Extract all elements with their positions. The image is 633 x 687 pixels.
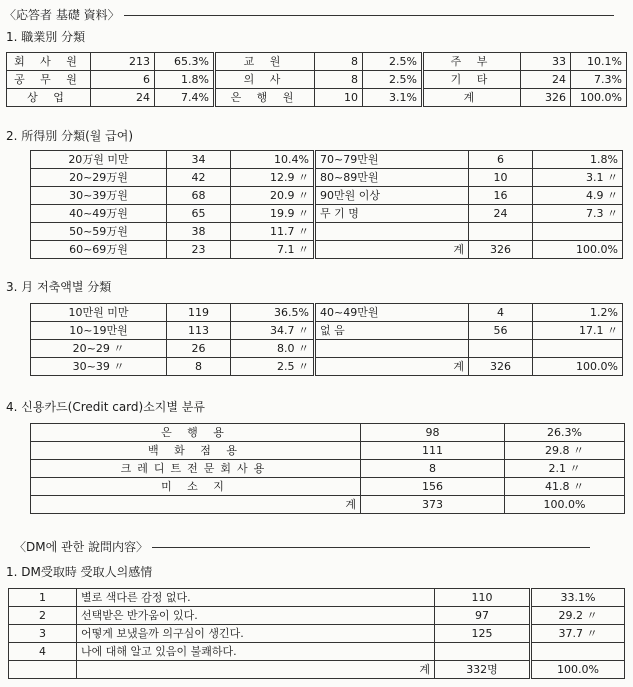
feeling-label: 계 bbox=[77, 661, 435, 679]
count-cell: 24 bbox=[469, 205, 533, 223]
percent-cell: 1.2% bbox=[533, 304, 623, 322]
count-cell: 97 bbox=[435, 607, 531, 625]
t1-title: 1. 職業別 分類 bbox=[6, 30, 86, 44]
percent-cell: 100.0% bbox=[533, 358, 623, 376]
range-label bbox=[315, 340, 469, 358]
range-label: 없 음 bbox=[315, 322, 469, 340]
percent-cell: 100.0% bbox=[505, 496, 625, 514]
occupation-label: 교 원 bbox=[215, 53, 315, 71]
count-cell: 111 bbox=[361, 442, 505, 460]
card-type-label: 백 화 점 용 bbox=[31, 442, 361, 460]
table-row bbox=[31, 322, 623, 340]
percent-cell: 2.5% bbox=[363, 71, 423, 89]
percent-cell: 17.1 〃 bbox=[533, 322, 623, 340]
range-label: 50~59万원 bbox=[31, 223, 167, 241]
percent-cell: 1.8% bbox=[155, 71, 215, 89]
percent-cell: 3.1 〃 bbox=[533, 169, 623, 187]
table-row bbox=[31, 442, 625, 460]
item-number: 4 bbox=[9, 643, 77, 661]
table-row bbox=[31, 241, 623, 259]
percent-cell: 100.0% bbox=[531, 661, 625, 679]
table-row bbox=[9, 607, 625, 625]
count-cell: 110 bbox=[435, 589, 531, 607]
feeling-label: 별로 색다른 감정 없다. bbox=[77, 589, 435, 607]
percent-cell bbox=[533, 340, 623, 358]
dm-feelings-table bbox=[8, 588, 625, 679]
range-label: 90만원 이상 bbox=[315, 187, 469, 205]
table-row bbox=[31, 460, 625, 478]
income-table bbox=[30, 150, 623, 259]
percent-cell: 2.5% bbox=[363, 53, 423, 71]
count-cell: 42 bbox=[167, 169, 231, 187]
count-cell: 213 bbox=[91, 53, 155, 71]
section-header-respondent-data bbox=[4, 6, 614, 23]
count-cell: 98 bbox=[361, 424, 505, 442]
percent-cell: 4.9 〃 bbox=[533, 187, 623, 205]
table-row bbox=[31, 169, 623, 187]
feeling-label: 어떻게 보냈을까 의구심이 생긴다. bbox=[77, 625, 435, 643]
range-label: 20~29万원 bbox=[31, 169, 167, 187]
table-row bbox=[9, 589, 625, 607]
percent-cell bbox=[533, 223, 623, 241]
percent-cell: 1.8% bbox=[533, 151, 623, 169]
table-row bbox=[31, 187, 623, 205]
percent-cell: 2.5 〃 bbox=[231, 358, 315, 376]
percent-cell: 8.0 〃 bbox=[231, 340, 315, 358]
percent-cell: 36.5% bbox=[231, 304, 315, 322]
percent-cell: 20.9 〃 bbox=[231, 187, 315, 205]
table-row bbox=[31, 424, 625, 442]
percent-cell: 10.1% bbox=[571, 53, 627, 71]
section-header-dm-questions bbox=[14, 538, 590, 555]
table-row bbox=[31, 205, 623, 223]
count-cell: 16 bbox=[469, 187, 533, 205]
table-row bbox=[31, 304, 623, 322]
count-cell: 26 bbox=[167, 340, 231, 358]
t4-title: 4. 신용카드(Credit card)소지별 분류 bbox=[6, 400, 205, 414]
count-cell: 332명 bbox=[435, 661, 531, 679]
count-cell: 33 bbox=[521, 53, 571, 71]
count-cell: 119 bbox=[167, 304, 231, 322]
card-type-label: 계 bbox=[31, 496, 361, 514]
percent-cell bbox=[531, 643, 625, 661]
percent-cell: 33.1% bbox=[531, 589, 625, 607]
range-label: 20万원 미만 bbox=[31, 151, 167, 169]
count-cell: 8 bbox=[315, 53, 363, 71]
count-cell: 8 bbox=[315, 71, 363, 89]
count-cell: 156 bbox=[361, 478, 505, 496]
count-cell: 24 bbox=[91, 89, 155, 107]
table-row bbox=[31, 151, 623, 169]
percent-cell: 29.2 〃 bbox=[531, 607, 625, 625]
count-cell: 4 bbox=[469, 304, 533, 322]
range-label: 계 bbox=[315, 241, 469, 259]
count-cell: 8 bbox=[361, 460, 505, 478]
range-label: 무 기 명 bbox=[315, 205, 469, 223]
count-cell bbox=[469, 223, 533, 241]
feeling-label: 나에 대해 알고 있음이 불쾌하다. bbox=[77, 643, 435, 661]
percent-cell: 10.4% bbox=[231, 151, 315, 169]
item-number bbox=[9, 661, 77, 679]
credit-card-table bbox=[30, 423, 625, 514]
table-row bbox=[7, 71, 627, 89]
range-label: 40~49만원 bbox=[315, 304, 469, 322]
percent-cell: 41.8 〃 bbox=[505, 478, 625, 496]
count-cell: 6 bbox=[91, 71, 155, 89]
table-row bbox=[9, 643, 625, 661]
range-label: 10~19만원 bbox=[31, 322, 167, 340]
count-cell: 113 bbox=[167, 322, 231, 340]
occupation-label: 회 사 원 bbox=[7, 53, 91, 71]
count-cell: 10 bbox=[315, 89, 363, 107]
occupation-label: 공 무 원 bbox=[7, 71, 91, 89]
range-label bbox=[315, 223, 469, 241]
occupation-label: 상 업 bbox=[7, 89, 91, 107]
table-row bbox=[7, 89, 627, 107]
range-label: 80~89만원 bbox=[315, 169, 469, 187]
savings-table bbox=[30, 303, 623, 376]
count-cell: 326 bbox=[469, 358, 533, 376]
table-row bbox=[31, 478, 625, 496]
percent-cell: 19.9 〃 bbox=[231, 205, 315, 223]
range-label: 30~39 〃 bbox=[31, 358, 167, 376]
percent-cell: 11.7 〃 bbox=[231, 223, 315, 241]
item-number: 2 bbox=[9, 607, 77, 625]
count-cell: 8 bbox=[167, 358, 231, 376]
percent-cell: 3.1% bbox=[363, 89, 423, 107]
count-cell: 68 bbox=[167, 187, 231, 205]
feeling-label: 선택받은 반가움이 있다. bbox=[77, 607, 435, 625]
percent-cell: 65.3% bbox=[155, 53, 215, 71]
count-cell: 10 bbox=[469, 169, 533, 187]
range-label: 10만원 미만 bbox=[31, 304, 167, 322]
occupation-label: 계 bbox=[423, 89, 521, 107]
occupation-table bbox=[6, 52, 627, 107]
range-label: 70~79만원 bbox=[315, 151, 469, 169]
percent-cell: 100.0% bbox=[571, 89, 627, 107]
occupation-label: 의 사 bbox=[215, 71, 315, 89]
t2-title: 2. 所得別 分類(월 급여) bbox=[6, 129, 134, 143]
card-type-label: 은 행 용 bbox=[31, 424, 361, 442]
percent-cell: 7.1 〃 bbox=[231, 241, 315, 259]
count-cell: 38 bbox=[167, 223, 231, 241]
table-row bbox=[31, 223, 623, 241]
section-title: 〈応答者 基礎 資料〉 bbox=[4, 8, 120, 22]
table-row bbox=[31, 496, 625, 514]
range-label: 20~29 〃 bbox=[31, 340, 167, 358]
percent-cell: 34.7 〃 bbox=[231, 322, 315, 340]
count-cell: 326 bbox=[469, 241, 533, 259]
range-label: 60~69万원 bbox=[31, 241, 167, 259]
table-row bbox=[9, 625, 625, 643]
percent-cell: 29.8 〃 bbox=[505, 442, 625, 460]
range-label: 계 bbox=[315, 358, 469, 376]
item-number: 1 bbox=[9, 589, 77, 607]
count-cell: 373 bbox=[361, 496, 505, 514]
percent-cell: 7.3% bbox=[571, 71, 627, 89]
card-type-label: 크레디트전문회사용 bbox=[31, 460, 361, 478]
table-row bbox=[7, 53, 627, 71]
count-cell: 34 bbox=[167, 151, 231, 169]
section-title: 〈DM에 관한 說問内容〉 bbox=[14, 540, 148, 554]
range-label: 40~49万원 bbox=[31, 205, 167, 223]
t5-title: 1. DM受取時 受取人의感情 bbox=[6, 565, 153, 579]
percent-cell: 100.0% bbox=[533, 241, 623, 259]
count-cell bbox=[469, 340, 533, 358]
section-rule bbox=[124, 15, 614, 16]
percent-cell: 7.4% bbox=[155, 89, 215, 107]
occupation-label: 은 행 원 bbox=[215, 89, 315, 107]
t3-title: 3. 月 저축액별 分類 bbox=[6, 280, 112, 294]
table-row bbox=[9, 661, 625, 679]
table-row bbox=[31, 358, 623, 376]
count-cell: 23 bbox=[167, 241, 231, 259]
item-number: 3 bbox=[9, 625, 77, 643]
percent-cell: 26.3% bbox=[505, 424, 625, 442]
table-row bbox=[31, 340, 623, 358]
percent-cell: 2.1 〃 bbox=[505, 460, 625, 478]
percent-cell: 37.7 〃 bbox=[531, 625, 625, 643]
count-cell: 56 bbox=[469, 322, 533, 340]
count-cell: 125 bbox=[435, 625, 531, 643]
card-type-label: 미 소 지 bbox=[31, 478, 361, 496]
count-cell bbox=[435, 643, 531, 661]
percent-cell: 12.9 〃 bbox=[231, 169, 315, 187]
occupation-label: 주 부 bbox=[423, 53, 521, 71]
count-cell: 6 bbox=[469, 151, 533, 169]
section-rule bbox=[152, 547, 590, 548]
range-label: 30~39万원 bbox=[31, 187, 167, 205]
count-cell: 24 bbox=[521, 71, 571, 89]
count-cell: 326 bbox=[521, 89, 571, 107]
occupation-label: 기 타 bbox=[423, 71, 521, 89]
count-cell: 65 bbox=[167, 205, 231, 223]
percent-cell: 7.3 〃 bbox=[533, 205, 623, 223]
